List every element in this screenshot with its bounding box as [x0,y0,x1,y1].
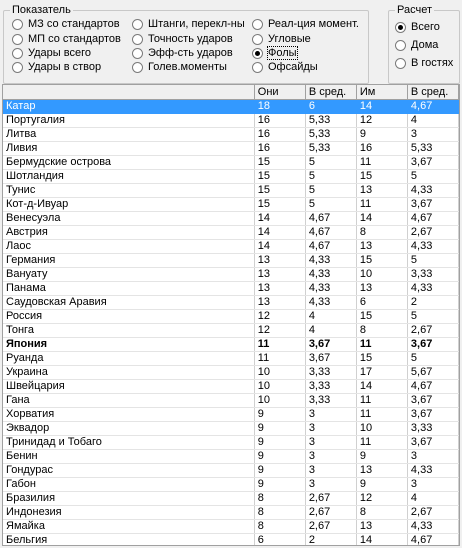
they-cell: 13 [254,281,305,295]
they-avg-cell: 2,67 [305,491,356,505]
them-cell: 9 [356,127,407,141]
table-row[interactable] [3,211,459,225]
stats-table [3,85,459,546]
them-avg-cell: 3,33 [407,267,458,281]
indicator-radio-label: Удары всего [28,47,91,59]
table-row[interactable] [3,533,459,546]
team-cell: Венесуэла [3,211,254,225]
indicator-radio-label: Штанги, перекл-ны [148,18,245,30]
indicator-radio-5[interactable] [132,17,245,31]
them-avg-cell: 4,67 [407,533,458,546]
them-cell: 11 [356,393,407,407]
they-cell: 8 [254,505,305,519]
they-cell: 13 [254,295,305,309]
they-cell: 18 [254,99,305,113]
them-cell: 14 [356,533,407,546]
they-cell: 12 [254,309,305,323]
they-avg-cell: 3 [305,407,356,421]
them-avg-cell: 3 [407,477,458,491]
radio-circle-icon [252,34,263,45]
they-cell: 14 [254,239,305,253]
them-avg-cell: 3 [407,127,458,141]
table-row[interactable] [3,435,459,449]
them-avg-cell: 5 [407,169,458,183]
team-cell: Габон [3,477,254,491]
them-cell: 13 [356,519,407,533]
radio-circle-icon [12,62,23,73]
radio-circle-icon [12,19,23,30]
them-avg-cell: 5 [407,253,458,267]
calc-title: Расчет [397,4,432,16]
they-cell: 10 [254,393,305,407]
them-cell: 11 [356,197,407,211]
they-cell: 16 [254,141,305,155]
them-cell: 12 [356,113,407,127]
them-avg-cell: 3,67 [407,155,458,169]
they-cell: 9 [254,435,305,449]
radio-circle-icon [132,48,143,59]
they-avg-cell: 6 [305,99,356,113]
them-cell: 14 [356,99,407,113]
indicator-radio-label: МЗ со стандартов [28,18,120,30]
them-cell: 6 [356,295,407,309]
they-cell: 12 [254,323,305,337]
them-cell: 8 [356,323,407,337]
them-avg-cell: 4,67 [407,379,458,393]
indicator-radio-11[interactable] [252,46,297,60]
team-cell: Кот-д-Ивуар [3,197,254,211]
table-row[interactable] [3,379,459,393]
they-avg-cell: 3,33 [305,379,356,393]
they-avg-cell: 3 [305,463,356,477]
table-row[interactable] [3,323,459,337]
them-avg-cell: 2,67 [407,323,458,337]
radio-circle-icon [132,19,143,30]
col-header-they[interactable]: Они [254,85,305,99]
team-cell: Швейцария [3,379,254,393]
indicator-radio-label: Голев.моменты [148,61,227,73]
col-header-they-avg[interactable]: В сред. [305,85,356,99]
team-cell: Ливия [3,141,254,155]
them-cell: 10 [356,421,407,435]
radio-circle-icon [252,19,263,30]
they-avg-cell: 3,33 [305,393,356,407]
indicator-radio-10[interactable] [252,32,311,46]
indicator-radio-9[interactable] [252,17,359,31]
they-avg-cell: 5 [305,155,356,169]
they-cell: 9 [254,477,305,491]
team-cell: Тонга [3,323,254,337]
them-cell: 8 [356,505,407,519]
table-row[interactable] [3,155,459,169]
they-cell: 14 [254,225,305,239]
they-avg-cell: 2,67 [305,519,356,533]
they-cell: 9 [254,421,305,435]
them-avg-cell: 2,67 [407,505,458,519]
calc-radio-3[interactable] [395,56,453,70]
team-cell: Австрия [3,225,254,239]
they-cell: 15 [254,183,305,197]
them-cell: 16 [356,141,407,155]
team-cell: Бенин [3,449,254,463]
table-row[interactable] [3,309,459,323]
them-avg-cell: 4 [407,491,458,505]
radio-circle-icon [12,48,23,59]
they-cell: 10 [254,379,305,393]
team-cell: Япония [3,337,254,351]
table-row[interactable] [3,113,459,127]
calc-radio-label: Дома [411,39,439,51]
table-header-row [3,85,459,99]
calc-radio-label: В гостях [411,57,454,69]
team-cell: Индонезия [3,505,254,519]
team-cell: Эквадор [3,421,254,435]
them-avg-cell: 3,67 [407,337,458,351]
indicator-radio-6[interactable] [132,32,233,46]
team-cell: Панама [3,281,254,295]
indicator-radio-label: Реал-ция момент. [268,18,359,30]
team-cell: Португалия [3,113,254,127]
they-avg-cell: 4 [305,323,356,337]
indicator-radio-label: Фолы [268,47,297,59]
them-cell: 15 [356,309,407,323]
table-row[interactable] [3,197,459,211]
they-cell: 16 [254,127,305,141]
table-row[interactable] [3,267,459,281]
them-avg-cell: 5 [407,351,458,365]
team-cell: Гондурас [3,463,254,477]
calc-radio-1[interactable] [395,20,440,34]
indicator-radio-2[interactable] [12,32,121,46]
team-cell: Ямайка [3,519,254,533]
team-cell: Шотландия [3,169,254,183]
them-cell: 9 [356,449,407,463]
radio-circle-icon [395,22,406,33]
they-avg-cell: 3 [305,449,356,463]
team-cell: Руанда [3,351,254,365]
radio-circle-icon [132,62,143,73]
indicator-radio-label: МП со стандартов [28,33,121,45]
they-avg-cell: 5,33 [305,127,356,141]
radio-circle-icon [252,48,263,59]
they-avg-cell: 3 [305,435,356,449]
them-cell: 8 [356,225,407,239]
team-cell: Россия [3,309,254,323]
them-cell: 11 [356,155,407,169]
them-cell: 9 [356,477,407,491]
them-avg-cell: 3,67 [407,197,458,211]
them-avg-cell: 3,67 [407,407,458,421]
they-avg-cell: 3 [305,477,356,491]
them-avg-cell: 3,33 [407,421,458,435]
team-cell: Гана [3,393,254,407]
they-avg-cell: 4,33 [305,267,356,281]
indicator-radio-8[interactable] [132,60,227,74]
indicator-radio-12[interactable] [252,60,318,74]
them-cell: 12 [356,491,407,505]
they-cell: 15 [254,169,305,183]
indicator-radio-label: Эфф-сть ударов [148,47,233,59]
col-header-them-avg[interactable]: В сред. [407,85,458,99]
them-cell: 13 [356,463,407,477]
calc-groupbox [388,4,460,84]
table-row[interactable] [3,183,459,197]
they-cell: 14 [254,211,305,225]
table-row[interactable] [3,141,459,155]
table-row[interactable] [3,449,459,463]
they-avg-cell: 2 [305,533,356,546]
indicator-radio-label: Угловые [268,33,311,45]
team-cell: Бельгия [3,533,254,546]
table-row[interactable] [3,365,459,379]
table-row[interactable] [3,351,459,365]
them-avg-cell: 4,33 [407,519,458,533]
indicator-radio-3[interactable] [12,46,91,60]
radio-circle-icon [12,34,23,45]
calc-radio-label: Всего [411,21,440,33]
them-cell: 15 [356,169,407,183]
table-row[interactable] [3,253,459,267]
team-cell: Литва [3,127,254,141]
table-row[interactable] [3,281,459,295]
they-avg-cell: 4,67 [305,211,356,225]
they-cell: 8 [254,519,305,533]
calc-radio-2[interactable] [395,38,438,52]
them-avg-cell: 4,33 [407,239,458,253]
indicator-radio-1[interactable] [12,17,120,31]
table-row[interactable] [3,421,459,435]
col-header-team[interactable] [3,85,254,99]
they-avg-cell: 4,67 [305,225,356,239]
they-avg-cell: 5 [305,169,356,183]
indicator-radio-7[interactable] [132,46,233,60]
them-avg-cell: 4,33 [407,183,458,197]
col-header-them[interactable]: Им [356,85,407,99]
team-cell: Катар [3,99,254,113]
team-cell: Хорватия [3,407,254,421]
they-cell: 9 [254,449,305,463]
radio-circle-icon [395,40,406,51]
them-cell: 13 [356,239,407,253]
indicator-radio-label: Точность ударов [148,33,233,45]
they-avg-cell: 4,33 [305,253,356,267]
they-avg-cell: 5 [305,183,356,197]
table-row[interactable] [3,169,459,183]
they-avg-cell: 3,67 [305,351,356,365]
they-cell: 11 [254,351,305,365]
they-avg-cell: 5,33 [305,141,356,155]
team-cell: Германия [3,253,254,267]
them-avg-cell: 4,33 [407,281,458,295]
table-row[interactable] [3,491,459,505]
they-avg-cell: 4,33 [305,295,356,309]
them-cell: 10 [356,267,407,281]
indicator-title: Показатель [12,4,71,16]
table-row[interactable] [3,463,459,477]
them-avg-cell: 5,33 [407,141,458,155]
them-cell: 17 [356,365,407,379]
they-avg-cell: 4 [305,309,356,323]
them-cell: 11 [356,337,407,351]
them-avg-cell: 2 [407,295,458,309]
team-cell: Вануату [3,267,254,281]
them-avg-cell: 3 [407,449,458,463]
indicator-groupbox [3,4,369,84]
them-avg-cell: 4,33 [407,463,458,477]
they-cell: 8 [254,491,305,505]
team-cell: Лаос [3,239,254,253]
they-cell: 9 [254,463,305,477]
table-row[interactable] [3,295,459,309]
they-cell: 16 [254,113,305,127]
them-avg-cell: 3,67 [407,393,458,407]
team-cell: Саудовская Аравия [3,295,254,309]
them-cell: 14 [356,211,407,225]
team-cell: Бермудские острова [3,155,254,169]
team-cell: Тунис [3,183,254,197]
they-avg-cell: 4,67 [305,239,356,253]
they-avg-cell: 2,67 [305,505,356,519]
they-avg-cell: 3 [305,421,356,435]
they-cell: 11 [254,337,305,351]
them-cell: 11 [356,407,407,421]
table-row[interactable] [3,505,459,519]
indicator-radio-label: Удары в створ [28,61,102,73]
table-row[interactable] [3,519,459,533]
they-avg-cell: 3,67 [305,337,356,351]
them-cell: 11 [356,435,407,449]
them-avg-cell: 4,67 [407,99,458,113]
table-row[interactable] [3,393,459,407]
indicator-radio-4[interactable] [12,60,101,74]
they-avg-cell: 4,33 [305,281,356,295]
team-cell: Тринидад и Тобаго [3,435,254,449]
them-avg-cell: 4 [407,113,458,127]
them-cell: 15 [356,351,407,365]
team-cell: Бразилия [3,491,254,505]
table-row[interactable] [3,99,459,113]
table-body [3,99,459,546]
they-cell: 9 [254,407,305,421]
them-avg-cell: 4,67 [407,211,458,225]
they-avg-cell: 3,33 [305,365,356,379]
they-avg-cell: 5 [305,197,356,211]
they-cell: 15 [254,197,305,211]
table-row[interactable] [3,225,459,239]
radio-circle-icon [395,58,406,69]
them-cell: 15 [356,253,407,267]
table-row[interactable] [3,127,459,141]
they-cell: 6 [254,533,305,546]
them-avg-cell: 2,67 [407,225,458,239]
table-row[interactable] [3,407,459,421]
stats-table-grid[interactable] [2,84,460,546]
them-avg-cell: 5,67 [407,365,458,379]
they-cell: 13 [254,267,305,281]
they-avg-cell: 5,33 [305,113,356,127]
team-cell: Украина [3,365,254,379]
indicator-radio-label: Офсайды [268,61,318,73]
they-cell: 10 [254,365,305,379]
they-cell: 15 [254,155,305,169]
table-row[interactable] [3,239,459,253]
radio-circle-icon [132,34,143,45]
radio-circle-icon [252,62,263,73]
them-cell: 13 [356,281,407,295]
them-avg-cell: 3,67 [407,435,458,449]
they-cell: 13 [254,253,305,267]
them-avg-cell: 5 [407,309,458,323]
table-row[interactable] [3,337,459,351]
table-row[interactable] [3,477,459,491]
them-cell: 14 [356,379,407,393]
them-cell: 13 [356,183,407,197]
